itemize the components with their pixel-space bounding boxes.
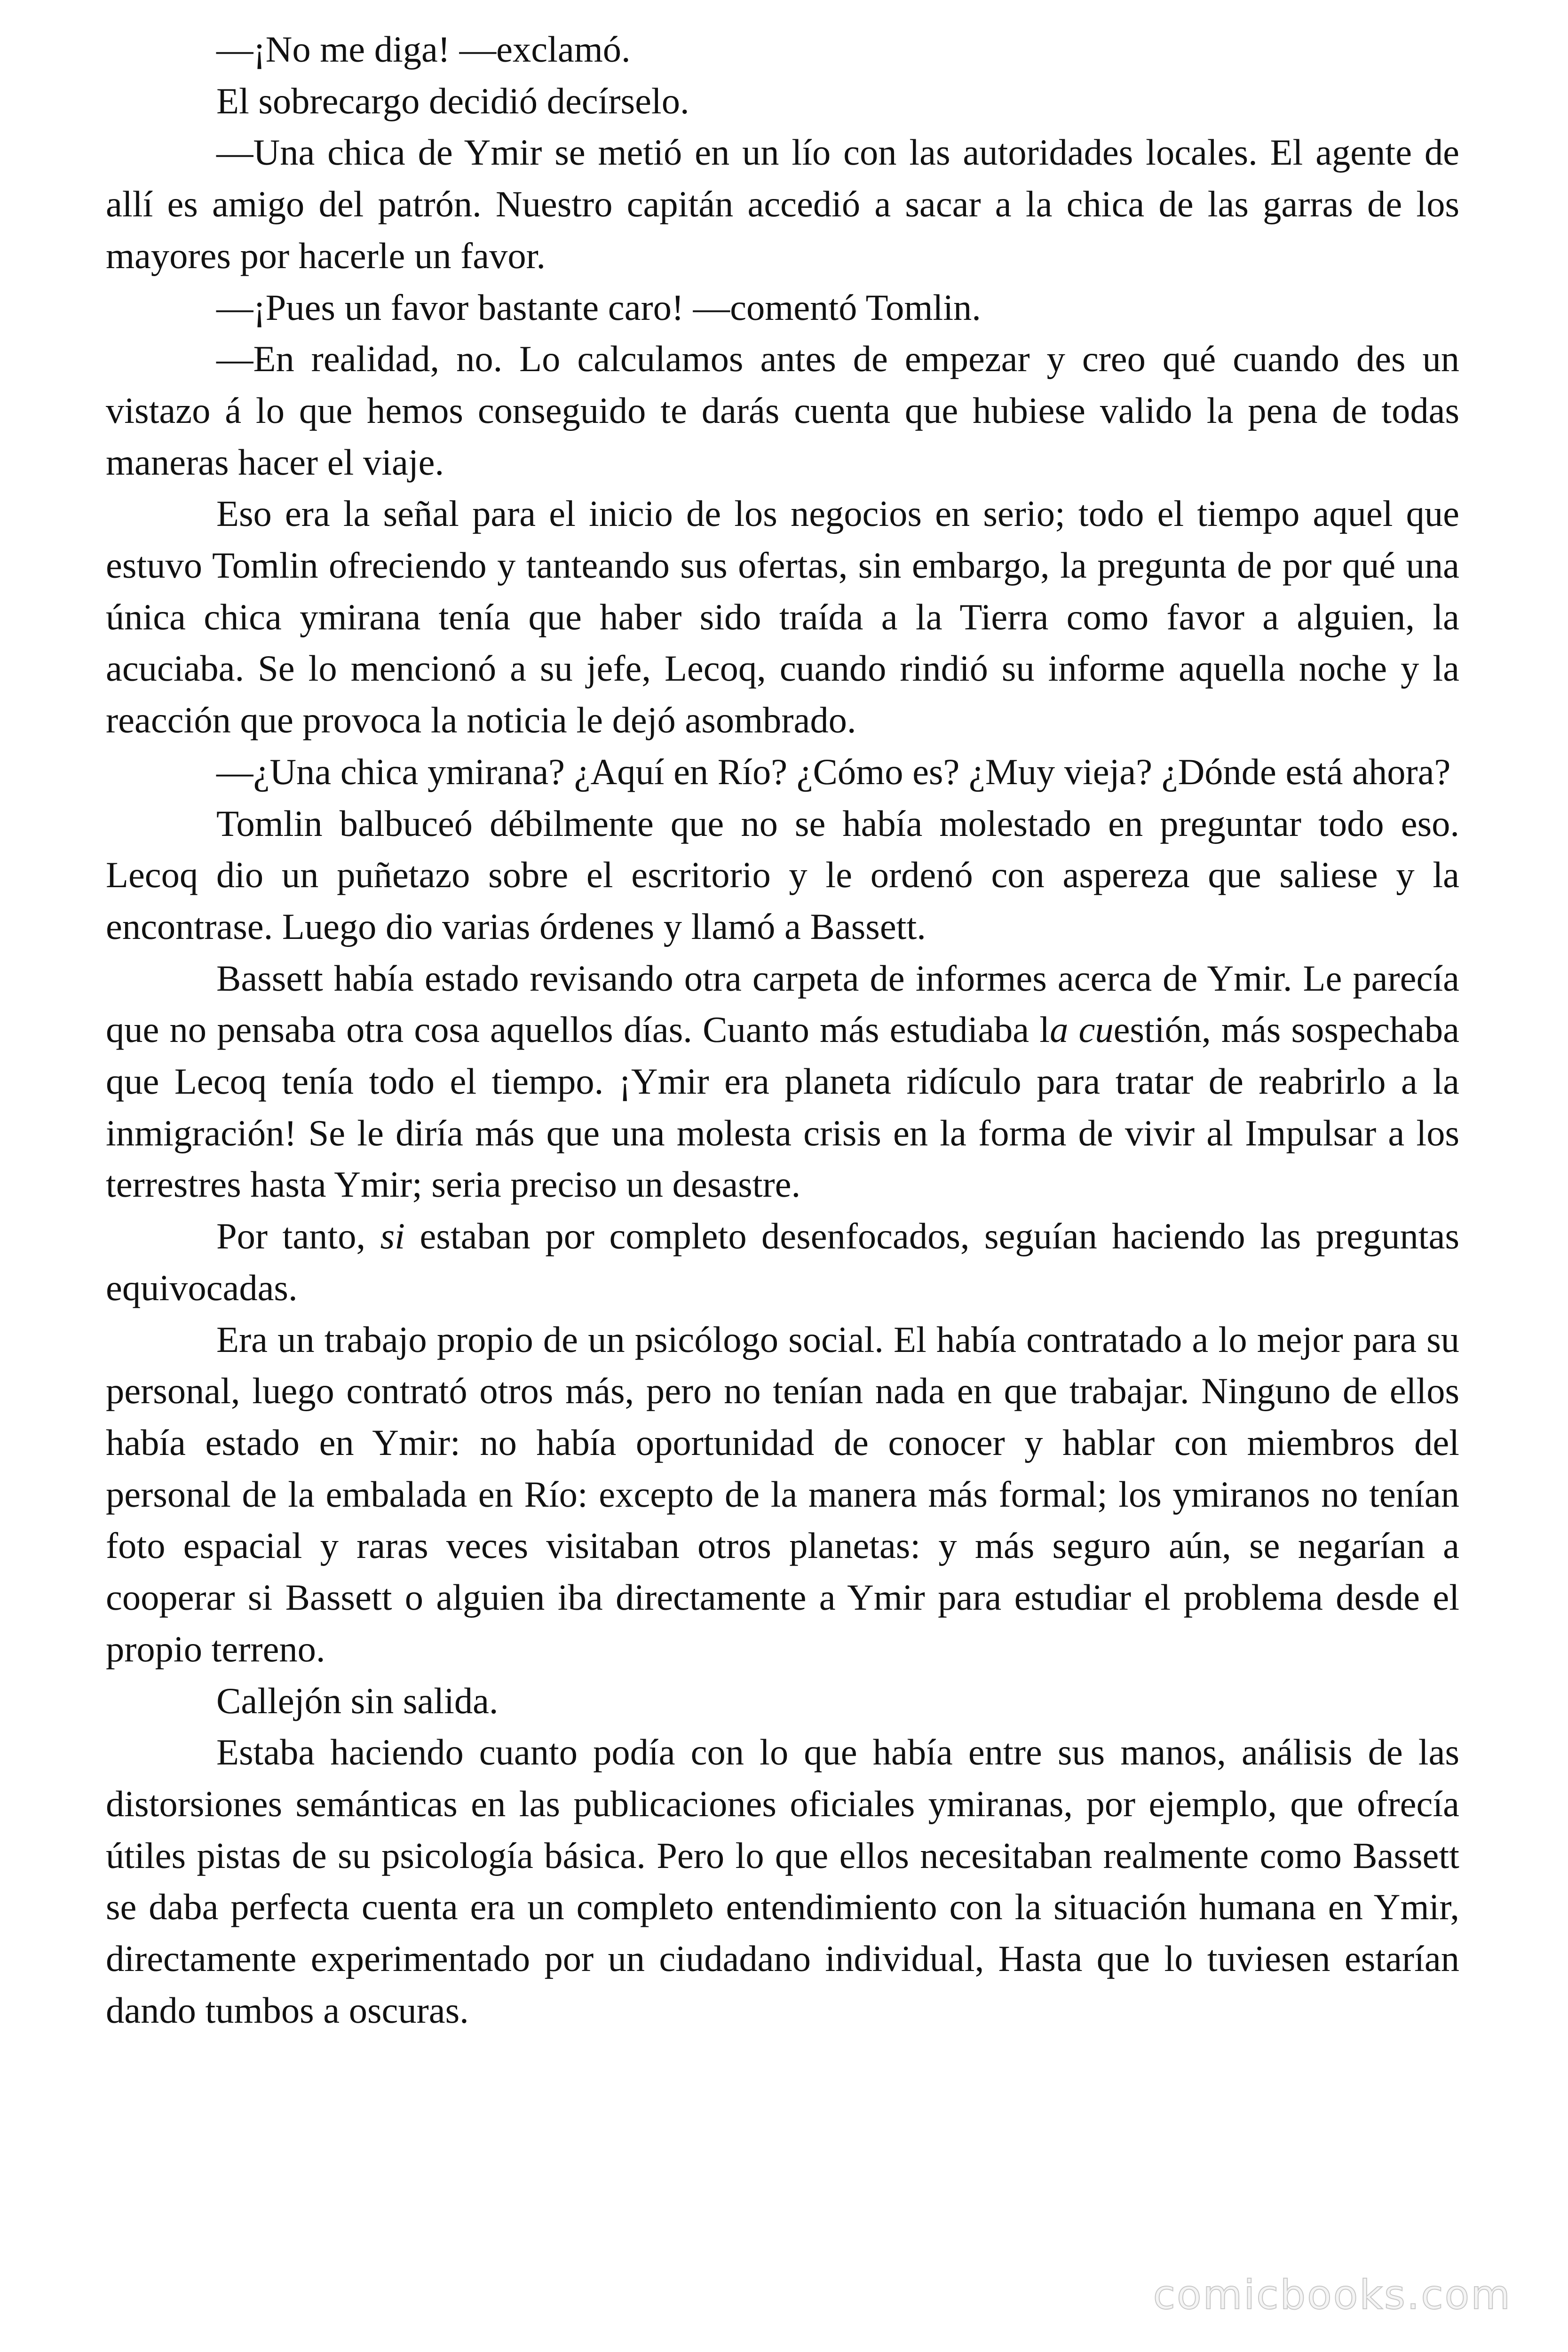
paragraph-text: —En realidad, no. Lo calculamos antes de empezar y creo qué cuando des un vistazo á lo que hemos conseguido te darás cuenta que hubiese valido la pena de todas maneras hacer el viaje.	[106, 338, 1459, 483]
paragraph-text: Tomlin balbuceó débilmente que no se había molestado en preguntar todo eso. Lecoq dio un puñetazo sobre el escritorio y le ordenó con aspereza que saliese y la encontrase. Luego dio varias órdenes y llamó a Bassett.	[106, 803, 1459, 947]
paragraph-text: estión, más sospechaba que Lecoq tenía todo el tiempo. ¡Ymir era planeta ridículo para tratar de reabrirlo a la inmigración! Se le diría más que una molesta crisis en la forma de vivir al Impulsar a los terrestres hasta Ymir; seria preciso un desastre.	[106, 1009, 1459, 1205]
book-page-text	[106, 24, 1459, 2036]
paragraph-text: El sobrecargo decidió decírselo.	[216, 80, 689, 121]
paragraph	[106, 953, 1459, 1211]
paragraph-text: Estaba haciendo cuanto podía con lo que había entre sus manos, análisis de las distorsiones semánticas en las publicaciones oficiales ymiranas, por ejemplo, que ofrecía útiles pistas de su psicología básica. Pero lo que ellos necesitaban realmente como Bassett se daba perfecta cuenta era un completo entendimiento con la situación humana en Ymir, directamente experimentado por un ciudadano individual, Hasta que lo tuviesen estarían dando tumbos a oscuras.	[106, 1732, 1459, 2031]
paragraph-text: Callejón sin salida.	[216, 1680, 499, 1721]
paragraph	[106, 282, 1459, 334]
paragraph	[106, 127, 1459, 281]
paragraph	[106, 1210, 1459, 1313]
paragraph	[106, 1314, 1459, 1675]
paragraph-text: —Una chica de Ymir se metió en un lío con las autoridades locales. El agente de allí es amigo del patrón. Nuestro capitán accedió a sacar a la chica de las garras de los mayores por hacerle un favor.	[106, 132, 1459, 276]
italic-text: si	[380, 1216, 405, 1257]
paragraph-text: estaban por completo desenfocados, seguían haciendo las preguntas equivocadas.	[106, 1216, 1459, 1308]
paragraph	[106, 75, 1459, 127]
paragraph-text: —¡Pues un favor bastante caro! —comentó Tomlin.	[216, 286, 981, 328]
paragraph	[106, 798, 1459, 953]
watermark: comicbooks.com	[1153, 2272, 1512, 2319]
paragraph	[106, 333, 1459, 488]
paragraph-text: Era un trabajo propio de un psicólogo social. El había contratado a lo mejor para su personal, luego contrató otros más, pero no tenían nada en que trabajar. Ninguno de ellos había estado en Ymir: no había oportunidad de conocer y hablar con miembros del personal de la embalada en Río: excepto de la manera más formal; los ymiranos no tenían foto espacial y raras veces visitaban otros planetas: y más seguro aún, se negarían a cooperar si Bassett o alguien iba directamente a Ymir para estudiar el problema desde el propio terreno.	[106, 1319, 1459, 1669]
italic-text: a cu	[1050, 1009, 1114, 1050]
paragraph-text: Eso era la señal para el inicio de los negocios en serio; todo el tiempo aquel que estuvo Tomlin ofreciendo y tanteando sus ofertas, sin embargo, la pregunta de por qué una única chica ymirana tenía que haber sido traída a la Tierra como favor a alguien, la acuciaba. Se lo mencionó a su jefe, Lecoq, cuando rindió su informe aquella noche y la reacción que provoca la noticia le dejó asombrado.	[106, 493, 1459, 741]
paragraph	[106, 746, 1459, 798]
paragraph-text: Bassett había estado revisando otra carpeta de informes acerca de Ymir. Le parecía que no pensaba otra cosa aquellos días. Cuanto más estudiaba l	[106, 957, 1459, 1050]
paragraph	[106, 24, 1459, 75]
paragraph	[106, 488, 1459, 746]
paragraph	[106, 1726, 1459, 2036]
paragraph-text: Por tanto,	[216, 1216, 380, 1257]
paragraph-text: —¿Una chica ymirana? ¿Aquí en Río? ¿Cómo es? ¿Muy vieja? ¿Dónde está ahora?	[216, 751, 1451, 792]
paragraph-text: —¡No me diga! —exclamó.	[216, 29, 631, 70]
paragraph	[106, 1675, 1459, 1727]
